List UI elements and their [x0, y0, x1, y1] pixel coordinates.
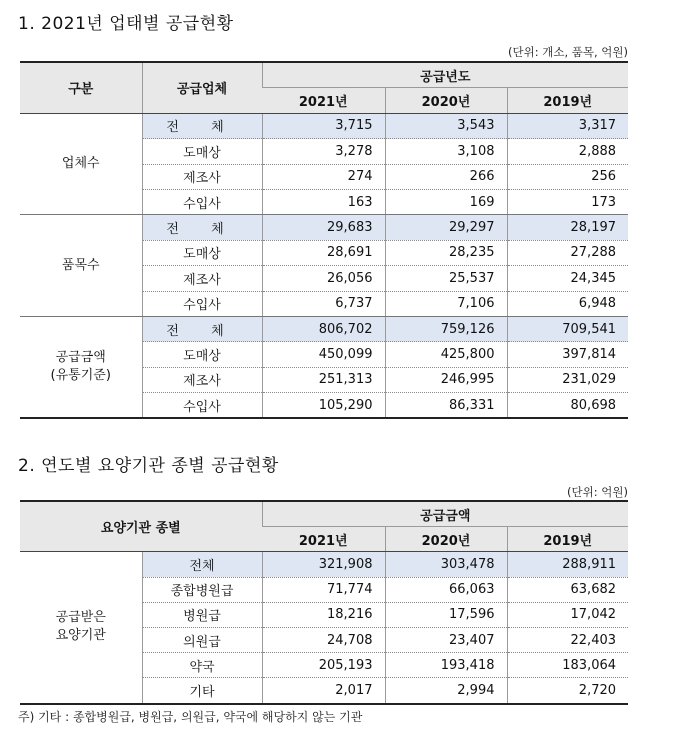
- row-label: 기타: [142, 678, 262, 704]
- cell-value: 2,720: [507, 678, 628, 704]
- header-year-2020: 2020년: [385, 527, 507, 552]
- row-label: 도매상: [142, 342, 262, 367]
- cell-value: 63,682: [507, 577, 628, 602]
- cell-value: 6,948: [507, 291, 628, 316]
- cell-value: 425,800: [385, 342, 507, 367]
- row-label: 약국: [142, 653, 262, 678]
- header-year-2021: 2021년: [262, 88, 385, 113]
- cell-value: 288,911: [507, 552, 628, 577]
- cell-value: 29,683: [262, 215, 385, 240]
- header-year-2019: 2019년: [507, 527, 628, 552]
- cell-value: 28,691: [262, 240, 385, 265]
- cell-value: 23,407: [385, 627, 507, 652]
- section2-title: 2. 연도별 요양기관 종별 공급현황: [18, 456, 279, 476]
- row-label: 도매상: [142, 240, 262, 265]
- row-label: 수입사: [142, 291, 262, 316]
- cell-value: 7,106: [385, 291, 507, 316]
- cell-value: 274: [262, 164, 385, 189]
- cell-value: 27,288: [507, 240, 628, 265]
- cell-value: 709,541: [507, 316, 628, 341]
- table-row: [20, 113, 628, 138]
- row-label: 전 체: [142, 113, 262, 138]
- footnote: 주) 기타 : 종합병원급, 병원급, 의원급, 약국에 해당하지 않는 기관: [18, 710, 363, 724]
- cell-value: 397,814: [507, 342, 628, 367]
- header-year-2019: 2019년: [507, 88, 628, 113]
- cell-value: 231,029: [507, 367, 628, 392]
- cell-value: 26,056: [262, 266, 385, 291]
- header-supply-year: 공급년도: [262, 62, 628, 88]
- row-label: 제조사: [142, 367, 262, 392]
- group-label: [20, 316, 142, 418]
- row-label: 수입사: [142, 189, 262, 214]
- cell-value: 256: [507, 164, 628, 189]
- cell-value: 3,715: [262, 113, 385, 138]
- cell-value: 806,702: [262, 316, 385, 341]
- cell-value: 759,126: [385, 316, 507, 341]
- group-label-line1: 공급받은: [55, 610, 106, 626]
- row-label: 병원급: [142, 602, 262, 627]
- cell-value: 3,108: [385, 139, 507, 164]
- row-label: 제조사: [142, 164, 262, 189]
- cell-value: 6,737: [262, 291, 385, 316]
- cell-value: 28,235: [385, 240, 507, 265]
- group-label: [20, 552, 142, 704]
- supply-by-institution-type-table: [20, 500, 628, 705]
- cell-value: 183,064: [507, 653, 628, 678]
- group-label-line1: 공급금액: [55, 350, 106, 366]
- cell-value: 2,888: [507, 139, 628, 164]
- table-row: [20, 552, 628, 577]
- cell-value: 2,017: [262, 678, 385, 704]
- cell-value: 163: [262, 189, 385, 214]
- cell-value: 24,345: [507, 266, 628, 291]
- cell-value: 3,278: [262, 139, 385, 164]
- header-supply-amount: 공급금액: [262, 501, 628, 527]
- header-row: [20, 501, 628, 527]
- row-label: 종합병원급: [142, 577, 262, 602]
- table-row: [20, 215, 628, 240]
- cell-value: 24,708: [262, 627, 385, 652]
- cell-value: 29,297: [385, 215, 507, 240]
- cell-value: 80,698: [507, 393, 628, 419]
- header-supplier: 공급업체: [142, 62, 262, 113]
- cell-value: 321,908: [262, 552, 385, 577]
- cell-value: 105,290: [262, 393, 385, 419]
- row-label: 전체: [142, 552, 262, 577]
- cell-value: 66,063: [385, 577, 507, 602]
- cell-value: 25,537: [385, 266, 507, 291]
- cell-value: 17,042: [507, 602, 628, 627]
- cell-value: 251,313: [262, 367, 385, 392]
- row-label: 전 체: [142, 215, 262, 240]
- group-label: 품목수: [20, 215, 142, 317]
- header-category: 구분: [20, 62, 142, 113]
- supply-by-business-type-table: [20, 61, 628, 419]
- section1-unit: (단위: 개소, 품목, 억원): [508, 45, 628, 59]
- cell-value: 71,774: [262, 577, 385, 602]
- cell-value: 173: [507, 189, 628, 214]
- cell-value: 3,543: [385, 113, 507, 138]
- cell-value: 205,193: [262, 653, 385, 678]
- cell-value: 193,418: [385, 653, 507, 678]
- cell-value: 3,317: [507, 113, 628, 138]
- cell-value: 303,478: [385, 552, 507, 577]
- cell-value: 17,596: [385, 602, 507, 627]
- group-label-line2: 요양기관: [55, 628, 106, 644]
- cell-value: 86,331: [385, 393, 507, 419]
- cell-value: 266: [385, 164, 507, 189]
- cell-value: 18,216: [262, 602, 385, 627]
- row-label: 제조사: [142, 266, 262, 291]
- cell-value: 450,099: [262, 342, 385, 367]
- header-year-2020: 2020년: [385, 88, 507, 113]
- header-row: [20, 62, 628, 88]
- cell-value: 169: [385, 189, 507, 214]
- header-year-2021: 2021년: [262, 527, 385, 552]
- row-label: 도매상: [142, 139, 262, 164]
- cell-value: 22,403: [507, 627, 628, 652]
- table-row: [20, 316, 628, 341]
- group-label: 업체수: [20, 113, 142, 215]
- group-label-line2: (유통기준): [50, 368, 111, 384]
- cell-value: 246,995: [385, 367, 507, 392]
- row-label: 수입사: [142, 393, 262, 419]
- section2-unit: (단위: 억원): [567, 485, 628, 499]
- row-label: 전 체: [142, 316, 262, 341]
- header-institution-type: 요양기관 종별: [20, 501, 262, 552]
- cell-value: 2,994: [385, 678, 507, 704]
- row-label: 의원급: [142, 627, 262, 652]
- cell-value: 28,197: [507, 215, 628, 240]
- section1-title: 1. 2021년 업태별 공급현황: [18, 14, 234, 34]
